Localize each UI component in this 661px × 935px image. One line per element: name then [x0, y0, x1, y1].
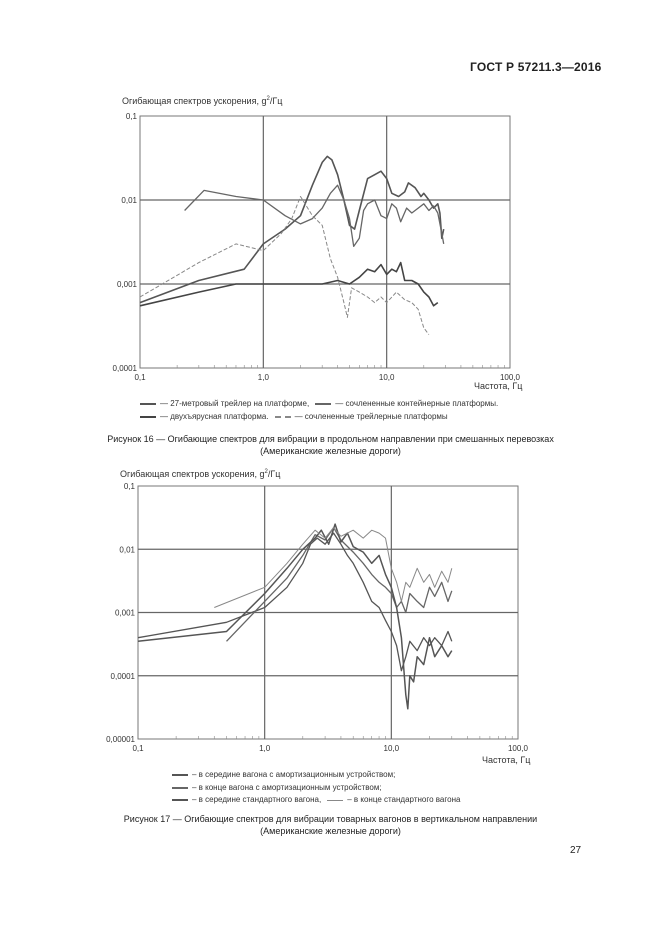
- figure17-series-line-3: [138, 524, 452, 709]
- figure17-y-tick-label: 0,01: [119, 545, 135, 555]
- figure17-x-tick-label: 10,0: [383, 744, 400, 753]
- figure16-y-axis-title: [122, 96, 282, 106]
- legend-label: – в середине стандартного вагона,: [192, 795, 322, 804]
- figure16-y-tick-label: 0,001: [116, 280, 137, 289]
- figure17-y-axis-title-text: Огибающая спектров ускорения,: [120, 469, 257, 479]
- legend-swatch: [140, 403, 156, 405]
- figure17-legend-row-3: [172, 794, 460, 807]
- figure16-series-line-1: [140, 156, 444, 302]
- figure16-series-line-2: [185, 185, 444, 246]
- figure17-caption-line2: (Американские железные дороги): [260, 826, 401, 836]
- page-number: 27: [570, 845, 582, 856]
- figure17-y-tick-label: 0,001: [114, 608, 135, 618]
- figure17-y-axis-title: [120, 469, 280, 479]
- figure16-legend: [140, 398, 498, 423]
- figure16-caption-line2: (Американские железные дороги): [260, 446, 401, 456]
- legend-label: – в конце стандартного вагона: [347, 795, 461, 804]
- figure17-x-tick-label: 100,0: [507, 744, 529, 753]
- figure17-y-tick-label: 0,00001: [106, 735, 135, 744]
- figure17-legend-row-1: [172, 769, 460, 782]
- figure16-x-tick-label: 0,1: [134, 373, 146, 382]
- figure16-x-tick-label: 10,0: [378, 373, 395, 382]
- figure16-caption-line1: Рисунок 16 — Огибающие спектров для вибрации в продольном направлении при смешанных перевозках: [107, 434, 554, 444]
- figure17-series-line-4: [214, 528, 451, 608]
- document-code: ГОСТ Р 57211.3—2016: [470, 60, 602, 74]
- figure16-y-tick-label: 0,1: [125, 112, 137, 121]
- figure17-caption: [40, 813, 621, 837]
- figure16-caption: [40, 433, 621, 457]
- legend-swatch: [172, 774, 188, 776]
- figure17-y-tick-label: 0,0001: [110, 671, 135, 681]
- legend-label: — двухъярусная платформа.: [160, 411, 269, 421]
- figure17-x-tick-label: 0,1: [132, 744, 144, 753]
- legend-swatch: [275, 416, 291, 418]
- figure17-y-unit-sup: 2: [264, 469, 268, 475]
- legend-swatch: [327, 800, 343, 801]
- figure16-y-unit-base: g: [261, 96, 267, 106]
- legend-label: — сочлененные трейлерные платформы: [294, 411, 448, 421]
- legend-swatch: [315, 403, 331, 405]
- figure17-caption-line1: Рисунок 17 — Огибающие спектров для вибрации товарных вагонов в вертикальном направлении: [123, 814, 538, 824]
- legend-label: — 27-метровый трейлер на платформе,: [160, 399, 310, 408]
- legend-swatch: [140, 416, 156, 418]
- figure16-legend-row-2: [140, 411, 498, 424]
- figure16-x-tick-label: 100,0: [499, 373, 521, 382]
- figure16-x-axis-title: Частота, Гц: [474, 381, 523, 391]
- legend-swatch: [172, 799, 188, 801]
- figure16-y-tick-label: 0,01: [121, 196, 137, 205]
- figure16-series-line-4: [140, 197, 429, 335]
- figure17-x-tick-label: 1,0: [259, 744, 271, 753]
- figure17-x-axis-title: Частота, Гц: [482, 755, 531, 765]
- figure17-legend: [172, 769, 460, 807]
- figure16-plot-frame: [140, 116, 510, 368]
- figure16-chart: [100, 108, 540, 398]
- figure17-y-tick-label: 0,1: [123, 482, 135, 491]
- legend-label: — сочлененные контейнерные платформы.: [335, 399, 499, 408]
- figure17-legend-row-2: [172, 782, 460, 795]
- figure16-y-unit-tail: /Гц: [269, 96, 283, 106]
- figure17-y-unit-base: g: [259, 469, 265, 479]
- figure17-chart: [95, 480, 540, 770]
- legend-label: – в конце вагона с амортизационным устройством;: [192, 782, 382, 792]
- figure17-y-unit-tail: /Гц: [267, 469, 281, 479]
- figure16-y-axis-title-text: Огибающая спектров ускорения,: [122, 96, 259, 106]
- figure16-legend-row-1: [140, 398, 498, 411]
- figure16-x-tick-label: 1,0: [257, 373, 269, 382]
- legend-label: – в середине вагона с амортизационным устройством;: [192, 770, 396, 779]
- figure17-series-line-2: [227, 528, 452, 642]
- figure16-y-tick-label: 0,0001: [112, 364, 137, 373]
- figure16-y-unit-sup: 2: [266, 96, 270, 102]
- legend-swatch: [172, 787, 188, 789]
